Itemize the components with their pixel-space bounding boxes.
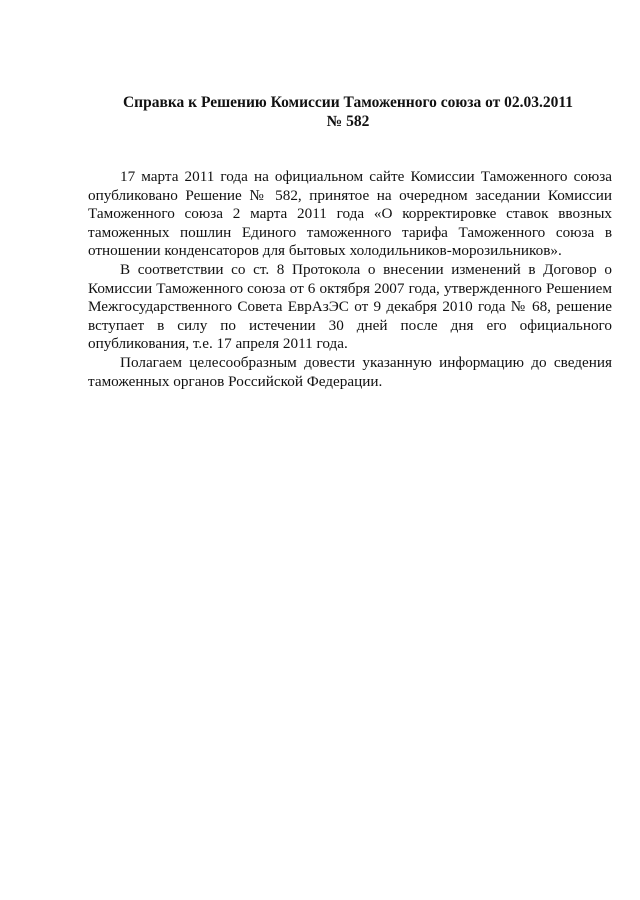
- paragraph-effective-date: В соответствии со ст. 8 Протокола о внесении изменений в Договор о Комиссии Таможенного союза от 6 октября 2007 года, утвержденного Решением Межгосударственного Совета ЕврАзЭС от 9 декабря 2010 года № 68, решение вступает в силу по истечении 30 дней после дня его официального опубликования, т.е. 17 апреля 2011 года.: [88, 260, 612, 353]
- title-line-1: Справка к Решению Комиссии Таможенного союза от 02.03.2011: [122, 94, 574, 111]
- title-line-2: № 582: [326, 113, 370, 130]
- paragraph-publication: 17 марта 2011 года на официальном сайте Комиссии Таможенного союза опубликовано Решение № 582, принятое на очередном заседании Комиссии Таможенного союза 2 марта 2011 года «О корректировке ставок ввозных таможенных пошлин Единого таможенного тарифа Таможенного союза в отношении конденсаторов для бытовых холодильников-морозильников».: [88, 168, 612, 260]
- document-body: [88, 168, 612, 391]
- paragraph-recommendation: Полагаем целесообразным довести указанную информацию до сведения таможенных органов Российской Федерации.: [88, 353, 612, 390]
- document-title: [0, 93, 640, 131]
